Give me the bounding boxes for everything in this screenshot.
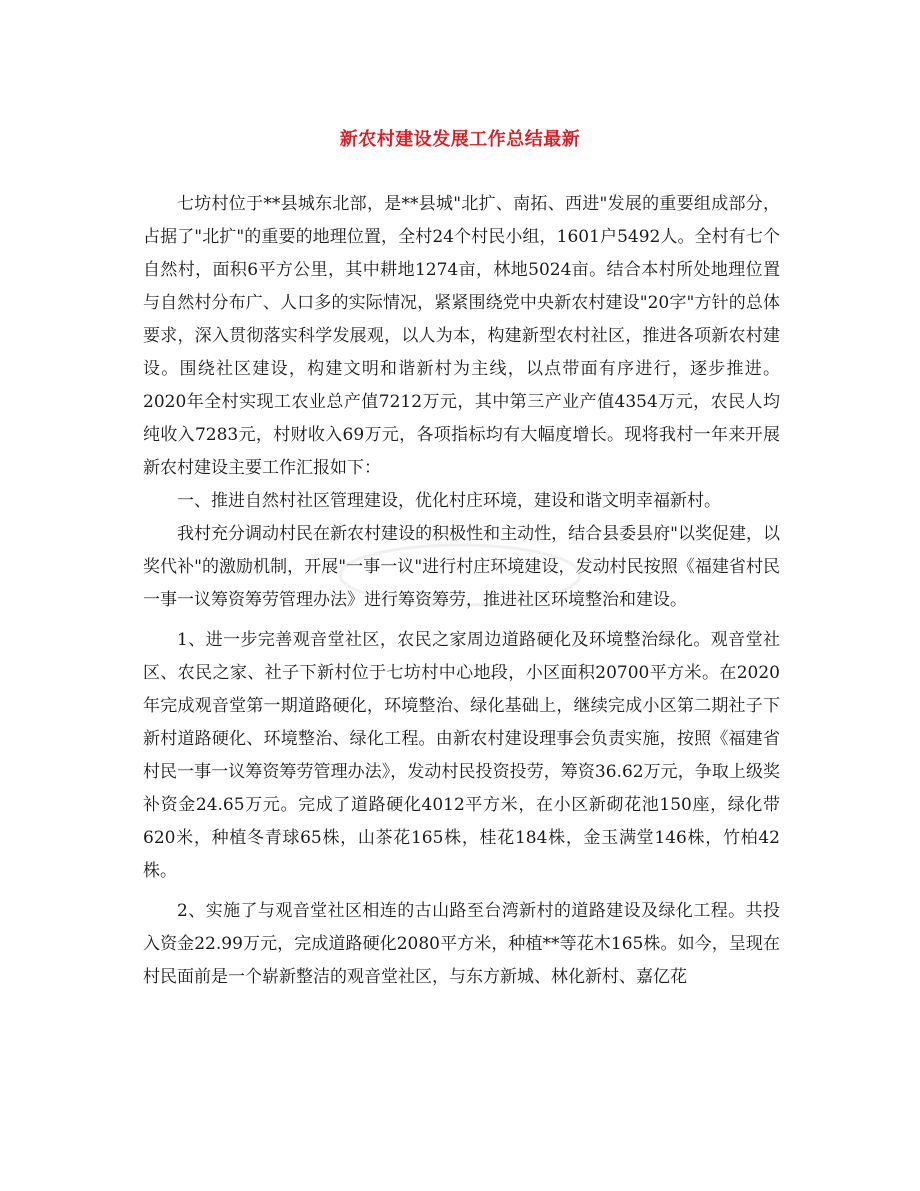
paragraph-intro: 七坊村位于**县城东北部，是**县城"北扩、南拓、西进"发展的重要组成部分，占据了"北扩"的重要的地理位置，全村24个村民小组，1601户5492人。全村有七个自然村，面积6平方公里，其中耕地1274亩，林地5024亩。结合本村所处地理位置与自然村分布广、人口多的实际情况，紧紧围绕党中央新农村建设"20字"方针的总体要求，深入贯彻落实科学发展观，以人为本，构建新型农村社区，推进各项新农村建设。围绕社区建设，构建文明和谐新村为主线，以点带面有序进行，逐步推进。2020年全村实现工农业总产值7212万元，其中第三产业产值4354万元，农民人均纯收入7283元，村财收入69万元，各项指标均有大幅度增长。现将我村一年来开展新农村建设主要工作汇报如下： (143, 194, 780, 478)
paragraph-item-1: 1、进一步完善观音堂社区，农民之家周边道路硬化及环境整治绿化。观音堂社区、农民之家、社子下新村位于七坊村中心地段，小区面积20700平方米。在2020年完成观音堂第一期道路硬化，环境整治、绿化基础上，继续完成小区第二期社子下新村道路硬化、环境整治、绿化工程。由新农村建设理事会负责实施，按照《福建省村民一事一议筹资筹劳管理办法》，发动村民投资投劳，筹资36.62万元，争取上级奖补资金24.65万元。完成了道路硬化4012平方米，在小区新砌花池150座，绿化带620米，种植冬青球65株，山茶花165株，桂花184株，金玉满堂146株，竹柏42株。 (143, 630, 780, 881)
document-title: 新农村建设发展工作总结最新 (339, 129, 581, 150)
paragraph-mobilization: 我村充分调动村民在新农村建设的积极性和主动性，结合县委县府"以奖促建，以奖代补"的激励机制，开展"一事一议"进行村庄环境建设，发动村民按照《福建省村民一事一议筹资筹劳管理办法》进行筹资筹劳，推进社区环境整治和建设。 (143, 524, 780, 610)
document-body (143, 188, 780, 994)
paragraph-section-heading: 一、推进自然村社区管理建设，优化村庄环境，建设和谐文明幸福新村。 (177, 491, 721, 511)
paragraph-item-2: 2、实施了与观音堂社区相连的古山路至台湾新村的道路建设及绿化工程。共投入资金22.99万元，完成道路硬化2080平方米，种植**等花木165株。如今，呈现在村民面前是一个崭新整洁的观音堂社区，与东方新城、林化新村、嘉亿花 (143, 901, 780, 987)
